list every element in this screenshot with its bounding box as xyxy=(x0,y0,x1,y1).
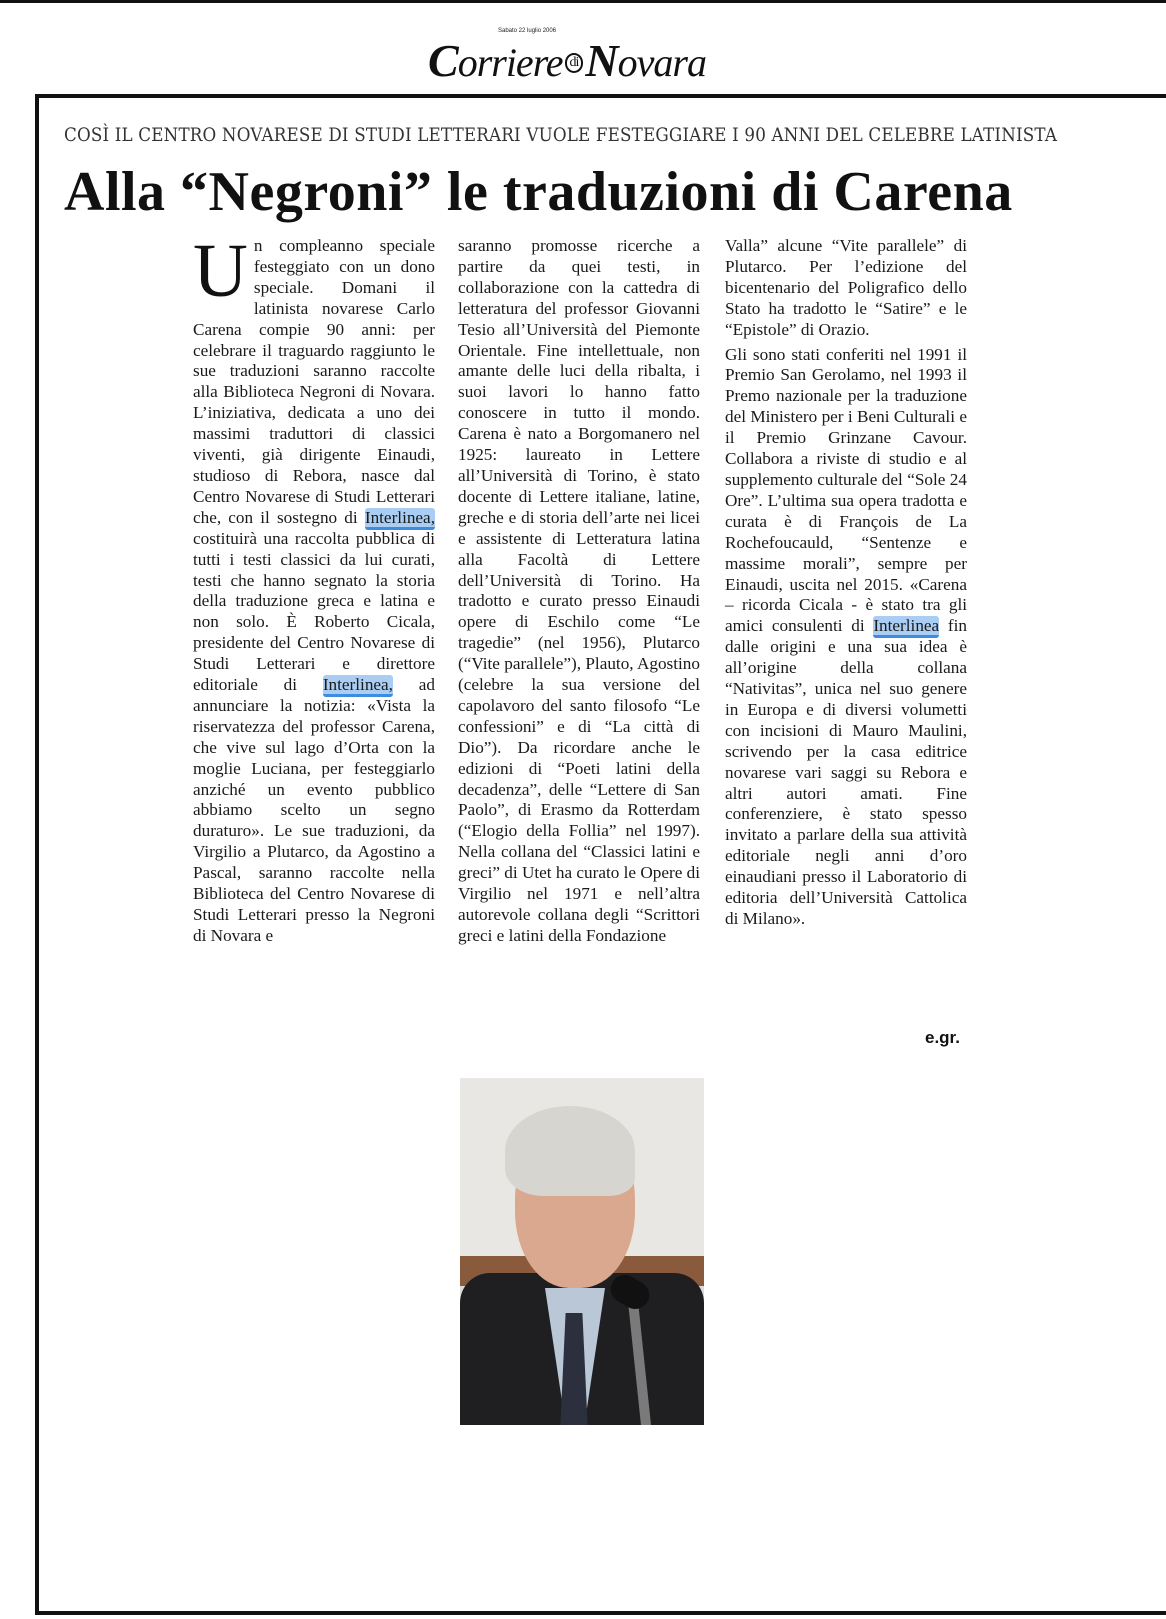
highlight-interlinea[interactable]: Interlinea, xyxy=(323,675,393,697)
top-rule xyxy=(0,0,1166,3)
issue-date: Sabato 22 luglio 2006 xyxy=(498,28,557,34)
paragraph: Valla” alcune “Vite parallele” di Plutarco. Per l’edizione del bicentenario del Poligrafico dello Stato ha tradotto le “Satire” e le “Epistole” di Orazio. xyxy=(725,236,967,339)
author-signature: e.gr. xyxy=(925,1028,960,1047)
paragraph: Gli sono stati conferiti nel 1991 il Premio San Gerolamo, nel 1993 il Premo nazionale per la traduzione del Ministero per i Beni Culturali e il Premio Grinzane Cavour. Collabora a riviste di studio e al supplemento culturale del “Sole 24 Ore”. L’ultima sua opera tradotta e curata è di François de La Rochefoucauld, “Sentenze e massime morali”, sempre per Einaudi, uscita nel 2015. «Carena – ricorda Cicala - è stato tra gli amici consulenti di Interlinea fin dalle origini e una sua idea è all’origine della collana “Nativitas”, unica nel suo genere in Europa e di diversi volumetti con incisioni di Mauro Maulini, scrivendo per la casa editrice novarese vari saggi su Rebora e altri autori amati. Fine conferenziere, è stato spesso invitato a parlare della sua attività editoriale negli anni d’oro einaudiani presso il Laboratorio di editoria dell’Università Cattolica di Milano». xyxy=(725,344,967,928)
article-column-2 xyxy=(458,236,700,951)
newspaper-logo: Corriere di Novara xyxy=(428,35,706,86)
article-kicker: COSÌ IL CENTRO NOVARESE DI STUDI LETTERARI VUOLE FESTEGGIARE I 90 ANNI DEL CELEBRE LATINISTA xyxy=(64,124,1058,146)
paragraph: saranno promosse ricerche a partire da quei testi, in collaborazione con la cattedra di letteratura del professor Giovanni Tesio all’Università del Piemonte Orientale. Fine intellettuale, non amante delle luci della ribalta, i suoi lavori lo hanno fatto conoscere in tutto il mondo. Carena è nato a Borgomanero nel 1925: laureato in Lettere all’Università di Torino, è stato docente di Lettere italiane, latine, greche e di storia dell’arte nei licei e assistente di Letteratura latina alla Facoltà di Lettere dell’Università di Torino. Ha tradotto e curato presso Einaudi opere di Eschilo come “Le tragedie” (nel 1956), Plutarco (“Vite parallele”), Plauto, Agostino (celebre la sua versione del capolavoro del santo filosofo “Le confessioni” e di “La città di Dio”). Da ricordare anche le edizioni di “Poeti latini della decadenza”, delle “Lettere di San Paolo”, di Erasmo da Rotterdam (“Elogio della Follia” nel 1997). Nella collana del “Classici latini e greci” di Utet ha curato le Opere di Virgilio nel 1971 e nell’altra autorevole collana degli “Scrittori greci e latini della Fondazione xyxy=(458,236,700,945)
portrait-photo xyxy=(460,1078,704,1425)
paragraph: Un compleanno speciale festeggiato con un dono speciale. Domani il latinista novarese Carlo Carena compie 90 anni: per celebrare il traguardo raggiunto le sue traduzioni saranno raccolte alla Biblioteca Negroni di Novara. L’iniziativa, dedicata a uno dei massimi traduttori di classici viventi, già dirigente Einaudi, studioso di Rebora, nasce dal Centro Novarese di Studi Letterari che, con il sostegno di Interlinea, costituirà una raccolta pubblica di tutti i testi classici da lui curati, testi che hanno segnato la storia della traduzione greca e latina e non solo. È Roberto Cicala, presidente del Centro Novarese di Studi Letterari e direttore editoriale di Interlinea, ad annunciare la notizia: «Vista la riservatezza del professor Carena, che vive sul lago d’Orta con la moglie Luciana, per festeggiarlo anziché un evento pubblico abbiamo scelto un segno duraturo». Le sue traduzioni, da Virgilio a Plutarco, da Agostino a Pascal, saranno raccolte nella Biblioteca del Centro Novarese di Studi Letterari presso la Negroni di Novara e xyxy=(193,229,435,945)
article-column-1 xyxy=(193,229,435,951)
newspaper-masthead xyxy=(428,22,748,86)
highlight-interlinea[interactable]: Interlinea, xyxy=(365,508,435,530)
article-column-3 xyxy=(725,236,967,934)
article-headline: Alla “Negroni” le traduzioni di Carena xyxy=(64,161,1013,223)
highlight-interlinea[interactable]: Interlinea xyxy=(873,616,939,638)
drop-cap: U xyxy=(193,229,248,313)
